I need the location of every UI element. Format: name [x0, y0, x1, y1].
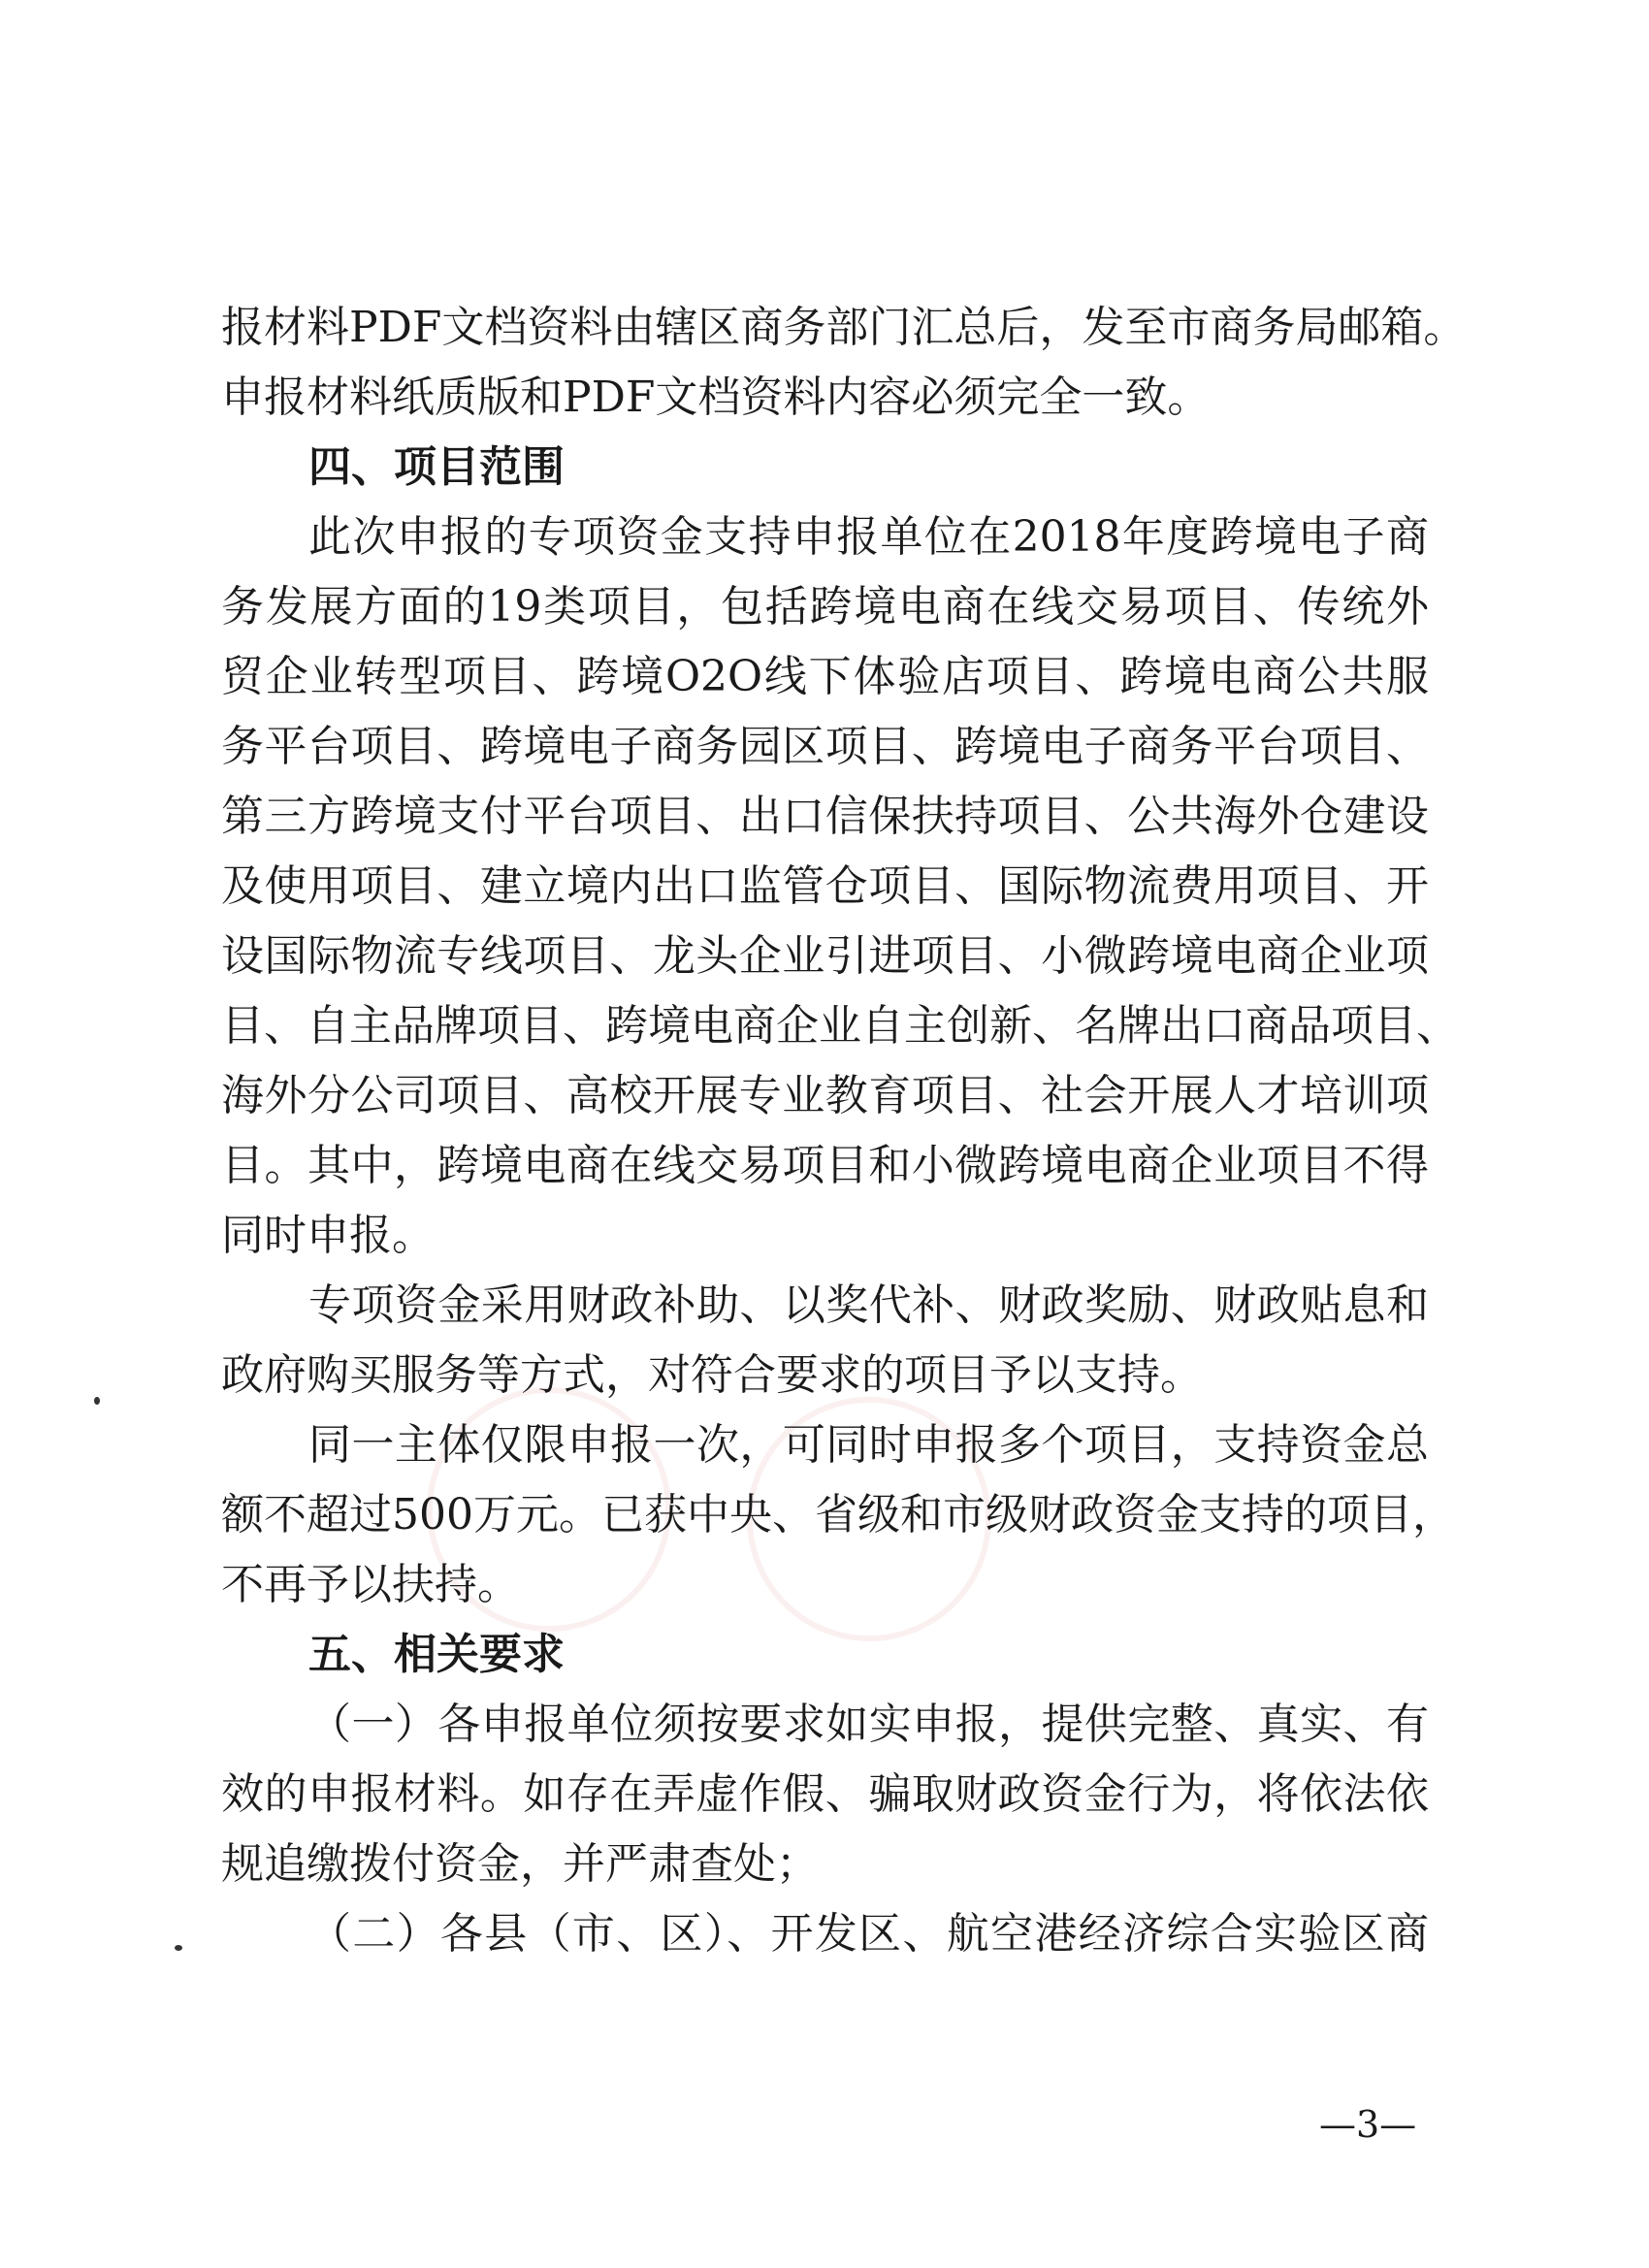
- text-line-4: 此次申报的专项资金支持申报单位在2018年度跨境电子商: [308, 512, 1429, 562]
- text-line-1: 报材料PDF文档资料由辖区商务部门汇总后，发至市商务局邮箱。: [221, 303, 1467, 352]
- text-line-2: 申报材料纸质版和PDF文档资料内容必须完全一致。: [221, 373, 1211, 422]
- section-heading-5: 五、相关要求: [308, 1630, 565, 1679]
- text-line-23: 规追缴拨付资金，并严肃查处；: [221, 1839, 819, 1889]
- text-line-9: 及使用项目、建立境内出口监管仓项目、国际物流费用项目、开: [221, 861, 1429, 911]
- text-line-11: 目、自主品牌项目、跨境电商企业自主创新、名牌出口商品项目、: [221, 1001, 1459, 1051]
- text-line-17: 同一主体仅限申报一次，可同时申报多个项目，支持资金总: [308, 1420, 1429, 1470]
- text-line-12: 海外分公司项目、高校开展专业教育项目、社会开展人才培训项: [221, 1071, 1429, 1120]
- text-line-14: 同时申报。: [221, 1211, 435, 1260]
- scan-speck: [175, 1945, 182, 1951]
- page-number: —3—: [1319, 2103, 1417, 2146]
- text-line-8: 第三方跨境支付平台项目、出口信保扶持项目、公共海外仓建设: [221, 792, 1429, 841]
- text-line-18: 额不超过500万元。已获中央、省级和市级财政资金支持的项目，: [221, 1490, 1455, 1539]
- text-line-6: 贸企业转型项目、跨境O2O线下体验店项目、跨境电商公共服: [221, 652, 1429, 701]
- scan-speck: [94, 1397, 100, 1405]
- text-line-24: （二）各县（市、区）、开发区、航空港经济综合实验区商: [308, 1909, 1429, 1959]
- text-line-22: 效的申报材料。如存在弄虚作假、骗取财政资金行为，将依法依: [221, 1769, 1429, 1819]
- text-line-21: （一）各申报单位须按要求如实申报，提供完整、真实、有: [308, 1700, 1429, 1749]
- text-line-10: 设国际物流专线项目、龙头企业引进项目、小微跨境电商企业项: [221, 931, 1429, 981]
- text-line-5: 务发展方面的19类项目，包括跨境电商在线交易项目、传统外: [221, 582, 1429, 632]
- text-line-13: 目。其中，跨境电商在线交易项目和小微跨境电商企业项目不得: [221, 1141, 1429, 1190]
- section-heading-4: 四、项目范围: [308, 442, 565, 492]
- text-line-15: 专项资金采用财政补助、以奖代补、财政奖励、财政贴息和: [308, 1280, 1429, 1330]
- text-line-16: 政府购买服务等方式，对符合要求的项目予以支持。: [221, 1350, 1203, 1400]
- text-line-19: 不再予以扶持。: [221, 1560, 520, 1609]
- text-line-7: 务平台项目、跨境电子商务园区项目、跨境电子商务平台项目、: [221, 722, 1429, 771]
